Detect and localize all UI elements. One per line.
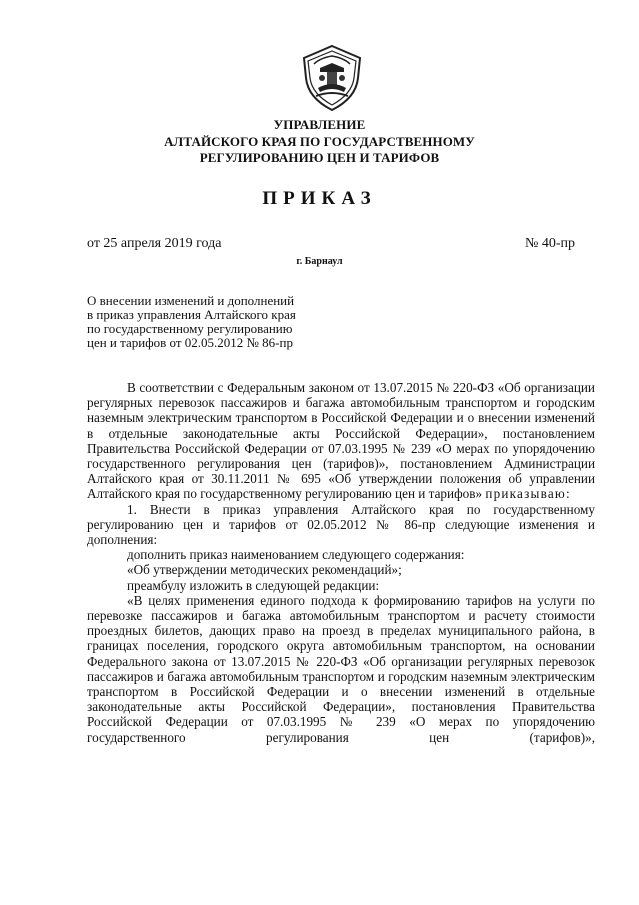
- org-line-1: УПРАВЛЕНИЕ: [273, 117, 366, 132]
- subject-line-3: по государственному регулированию: [87, 321, 293, 336]
- item-1-paragraph: 1. Внести в приказ управления Алтайского края по государственному регулированию цен и тарифов от 02.05.2012 № 86-пр следующие изменения и дополнения:: [87, 501, 595, 548]
- amendment-paragraph: дополнить приказ наименованием следующего содержания:: [127, 547, 465, 563]
- orders-word: приказываю:: [485, 486, 571, 502]
- org-line-3: РЕГУЛИРОВАНИЮ ЦЕН И ТАРИФОВ: [199, 150, 440, 165]
- coat-of-arms-icon: [300, 44, 364, 114]
- document-number: № 40-пр: [524, 236, 575, 251]
- subject-line-1: О внесении изменений и дополнений: [87, 293, 295, 308]
- preamble-paragraph: [87, 380, 595, 502]
- org-line-2: АЛТАЙСКОГО КРАЯ ПО ГОСУДАРСТВЕННОМУ: [164, 133, 475, 149]
- document-date: от 25 апреля 2019 года: [87, 236, 222, 251]
- preamble-text: В соответствии с Федеральным законом от 13.07.2015 № 220-ФЗ «Об организации регулярных перевозок пассажиров и багажа автомобильным транспортом и городским наземным электрическим транспортом в Российской Федерации и о внесении изменений в отдельные законодательные акты Российской Федерации», постановлением Правительства Российской Федерации от 07.03.1995 № 239 «О мерах по упорядочению государственного регулирования цен (тарифов)», постановлением Администрации Алтайского края от 30.11.2011 № 695 «Об утверждении положения об управлении Алтайского края по государственному регулированию цен и тарифов»: [87, 380, 595, 502]
- subject-line-4: цен и тарифов от 02.05.2012 № 86-пр: [87, 335, 293, 350]
- preamble-change-paragraph: преамбулу изложить в следующей редакции:: [127, 577, 380, 593]
- document-subject: [87, 294, 296, 350]
- subject-line-2: в приказ управления Алтайского края: [87, 307, 296, 322]
- document-type-title: ПРИКАЗ: [262, 188, 377, 209]
- document-body: [87, 380, 595, 745]
- document-city: г. Барнаул: [296, 256, 343, 267]
- organization-name: [0, 117, 639, 167]
- new-preamble-paragraph: «В целях применения единого подхода к формированию тарифов на услуги по перевозке пассажиров и багажа автомобильным транспортом и расчету стоимости проездных билетов, дающих право на проезд в пределах муниципального района, в границах поселения, городского округа автомобильным транспортом, на основании Федерального закона от 13.07.2015 № 220-ФЗ «Об организации регулярных перевозок пассажиров и багажа автомобильным транспортом и городским наземным электрическим транспортом в Российской Федерации и о внесении изменений в отдельные законодательные акты Российской Федерации», постановления Правительства Российской Федерации от 07.03.1995 № 239 «О мерах по упорядочению государственного регулирования цен (тарифов)»,: [87, 592, 595, 745]
- new-title-paragraph: «Об утверждении методических рекомендаций»;: [127, 562, 402, 578]
